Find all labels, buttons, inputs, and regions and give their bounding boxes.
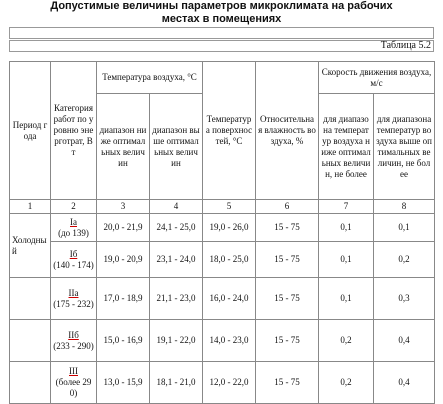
speed-high-cell: 0,3 <box>374 278 435 320</box>
header-band-1 <box>9 27 434 39</box>
table-row <box>10 320 435 362</box>
category-range: (более 290) <box>55 377 92 398</box>
temp-low-cell: 15,0 - 16,9 <box>97 320 150 362</box>
period-cell <box>10 278 51 320</box>
temp-low-cell: 19,0 - 20,9 <box>97 242 150 278</box>
header-humidity: Относительная влажность воздуха, % <box>256 62 319 200</box>
header-speed-low: для диапазона температур воздуха ниже оптимальных величин, не более <box>319 94 374 200</box>
category-range: (233 - 290) <box>53 340 94 351</box>
table-row <box>10 362 435 404</box>
speed-high-cell: 0,4 <box>374 320 435 362</box>
period-cell: Холодный <box>10 214 51 278</box>
col-number: 7 <box>319 200 374 214</box>
speed-high-cell: 0,2 <box>374 242 435 278</box>
category-cell <box>51 242 97 278</box>
speed-high-cell: 0,1 <box>374 214 435 242</box>
header-air-temp-high: диапазон выше оптимальных величин <box>150 94 203 200</box>
category-range: (до 139) <box>58 227 89 238</box>
header-air-temp-low: диапазон ниже оптимальных величин <box>97 94 150 200</box>
title-line-2: местах в помещениях <box>161 13 282 25</box>
col-number: 4 <box>150 200 203 214</box>
speed-low-cell: 0,2 <box>319 320 374 362</box>
humidity-cell: 15 - 75 <box>256 278 319 320</box>
speed-low-cell: 0,1 <box>319 214 374 242</box>
table-row <box>10 242 435 278</box>
surface-cell: 19,0 - 26,0 <box>203 214 256 242</box>
temp-low-cell: 20,0 - 21,9 <box>97 214 150 242</box>
col-number: 1 <box>10 200 51 214</box>
surface-cell: 14,0 - 23,0 <box>203 320 256 362</box>
temp-low-cell: 17,0 - 18,9 <box>97 278 150 320</box>
temp-high-cell: 18,1 - 21,0 <box>150 362 203 404</box>
document-title <box>0 0 443 26</box>
speed-low-cell: 0,2 <box>319 362 374 404</box>
category-cell <box>51 362 97 404</box>
humidity-cell: 15 - 75 <box>256 242 319 278</box>
title-line-1: Допустимые величины параметров микроклимата на рабочих <box>50 0 393 12</box>
header-air-temp: Температура воздуха, °С <box>97 62 203 94</box>
category-code: Ia <box>70 216 77 227</box>
microclimate-table <box>9 61 435 404</box>
surface-cell: 16,0 - 24,0 <box>203 278 256 320</box>
temp-low-cell: 13,0 - 15,9 <box>97 362 150 404</box>
surface-cell: 12,0 - 22,0 <box>203 362 256 404</box>
col-number: 8 <box>374 200 435 214</box>
period-cell <box>10 362 51 404</box>
header-air-speed: Скорость движения воздуха, м/с <box>319 62 435 94</box>
category-code: III <box>69 366 78 376</box>
humidity-cell: 15 - 75 <box>256 320 319 362</box>
table-number: Таблица 5.2 <box>380 40 431 51</box>
temp-high-cell: 24,1 - 25,0 <box>150 214 203 242</box>
header-surface-temp: Температура поверхностей, °С <box>203 62 256 200</box>
header-speed-high: для диапазона температур воздуха выше оптимальных величин, не более <box>374 94 435 200</box>
header-category: Категория работ по уровню энерготрат, Вт <box>51 62 97 200</box>
humidity-cell: 15 - 75 <box>256 362 319 404</box>
temp-high-cell: 23,1 - 24,0 <box>150 242 203 278</box>
category-code: IIa <box>68 287 79 298</box>
col-number: 6 <box>256 200 319 214</box>
humidity-cell: 15 - 75 <box>256 214 319 242</box>
table-row <box>10 214 435 242</box>
period-cell <box>10 320 51 362</box>
category-cell <box>51 214 97 242</box>
category-cell <box>51 278 97 320</box>
table-row <box>10 278 435 320</box>
category-code: IIб <box>68 329 79 340</box>
category-range: (175 - 232) <box>53 298 94 309</box>
category-range: (140 - 174) <box>53 259 94 270</box>
speed-high-cell: 0,4 <box>374 362 435 404</box>
speed-low-cell: 0,1 <box>319 278 374 320</box>
temp-high-cell: 21,1 - 23,0 <box>150 278 203 320</box>
temp-high-cell: 19,1 - 22,0 <box>150 320 203 362</box>
surface-cell: 18,0 - 25,0 <box>203 242 256 278</box>
header-band-2 <box>9 40 434 52</box>
category-code: Iб <box>69 248 78 259</box>
col-number: 5 <box>203 200 256 214</box>
header-period: Период года <box>10 62 51 200</box>
speed-low-cell: 0,1 <box>319 242 374 278</box>
col-number: 2 <box>51 200 97 214</box>
col-number: 3 <box>97 200 150 214</box>
category-cell <box>51 320 97 362</box>
